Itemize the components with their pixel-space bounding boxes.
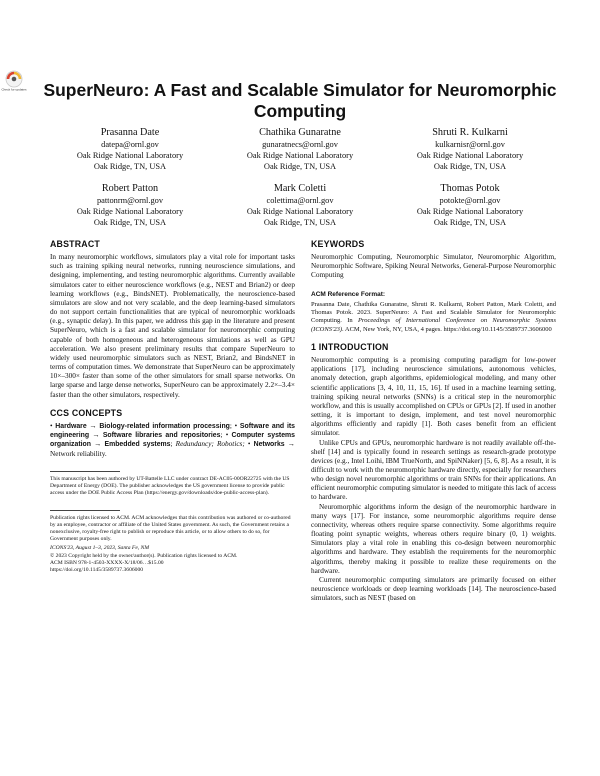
ccs-cso: Computer systems organization <box>50 432 296 449</box>
author-email[interactable]: datepa@ornl.gov <box>101 140 159 149</box>
paper-title: SuperNeuro: A Fast and Scalable Simulator for Neuromorphic Computing <box>43 80 557 121</box>
author-name: Robert Patton <box>101 183 159 194</box>
author-location: Oak Ridge, TN, USA <box>263 162 337 172</box>
author-card <box>40 182 220 229</box>
check-for-updates-badge[interactable] <box>3 70 25 92</box>
author-email[interactable]: gunaratnecs@ornl.gov <box>262 140 338 149</box>
author-affiliation: Oak Ridge National Laboratory <box>416 151 524 161</box>
ccs-heading: CCS CONCEPTS <box>50 407 123 418</box>
author-location: Oak Ridge, TN, USA <box>433 218 507 228</box>
ccs-bullet: • <box>234 421 238 430</box>
copyright-block <box>50 545 295 574</box>
author-affiliation: Oak Ridge National Laboratory <box>76 207 184 217</box>
author-affiliation: Oak Ridge National Laboratory <box>76 151 184 161</box>
ccs-bullet: • <box>225 431 229 440</box>
author-email[interactable]: potokte@ornl.gov <box>439 196 501 205</box>
author-location: Oak Ridge, TN, USA <box>93 162 167 172</box>
intro-paragraph: Current neuromorphic computing simulators are primarily focused on either neuroscience workloads or deep learning workloads [14]. The neuroscience-based simulators, such as NEST (based on <box>311 575 556 603</box>
copyright-line: © 2023 Copyright held by the owner/author(s). Publication rights licensed to ACM. <box>50 552 238 559</box>
ccs-bullet: • <box>247 440 251 449</box>
author-location: Oak Ridge, TN, USA <box>433 162 507 172</box>
intro-paragraph: Neuromorphic algorithms inform the design of the neuromorphic hardware in many ways [17]. For instance, some neuromorphic algorithms require dense connectivity, whereas others require sparse connectivity. Some algorithms require floating point synaptic weights, whereas others require binary (0, 1) weights. Simulators play a vital role in enabling this co-design between neuromorphic algorithms and hardware. They establish the requirements for the neuromorphic algorithms, thereby making it possible to realize these requirements on the hardware. <box>311 502 556 575</box>
reference-authors: Prasanna Date, Chathika Gunaratne, Shruti R. Kulkarni, Robert Patton, Mark Coletti, and Thomas Potok. 2023. SuperNeuro: A Fast and Scalable Simulator for Neuromorphic Computing. In <box>311 300 556 325</box>
author-name: Thomas Potok <box>440 183 500 194</box>
footnote-rule <box>50 510 120 511</box>
author-email[interactable]: kulkarnisr@ornl.gov <box>435 140 505 149</box>
ccs-software: Software and its engineering <box>50 422 295 440</box>
abstract-text: In many neuromorphic workflows, simulators play a vital role for important tasks such as training spiking neural networks, running neuroscience simulations, and designing, implementing, and testing neuromorphic algorithms. Currently available simulators cater to either neuroscience workflows (e.g., NEST and Brian2) or deep learning workflows (e.g., BindsNET). Problematically, the neuroscience-based simulators are slow and not very scalable, and the deep learning-based simulators do not support certain functionalities that are typical of neuromorphic workloads (e.g., synaptic delay). In this paper, we address this gap in the literature and present SuperNeuro, which is a fast and scalable simulator for neuromorphic computing capable of both homogeneous and heterogeneous simulations as well as GPU acceleration. We also present preliminary results that compare SuperNeuro to widely used neuromorphic simulators such as NEST, Brian2, and BindsNET in terms of computation times. We demonstrate that SuperNeuro can be approximately 10×–300× faster than some of the other simulators for small sparse networks. On large sparse and large dense networks, SuperNeuro can be approximately 2.2×–3.4× faster than the other simulators, respectively. <box>50 253 295 399</box>
author-affiliation: Oak Ridge National Laboratory <box>246 151 354 161</box>
doi-link[interactable]: https://doi.org/10.1145/3589737.3606000 <box>50 567 144 574</box>
intro-heading: 1 INTRODUCTION <box>311 341 389 352</box>
ccs-cso-sub: Embedded systems <box>104 441 171 449</box>
isbn-line: ACM ISBN 978-1-4503-XXXX-X/18/06…$15.00 <box>50 559 164 566</box>
author-card <box>210 126 390 173</box>
author-card <box>40 126 220 173</box>
author-affiliation: Oak Ridge National Laboratory <box>246 207 354 217</box>
reference-heading: ACM Reference Format: <box>311 290 386 298</box>
ccs-bullet: • <box>50 421 53 430</box>
abstract-heading: ABSTRACT <box>50 239 100 249</box>
ccs-arrow: → <box>287 440 295 449</box>
keywords-text: Neuromorphic Computing, Neuromorphic Simulator, Neuromorphic Algorithm, Neuromorphic Software, Spiking Neural Networks, General-Purpose Neuromorphic Computing <box>311 253 556 280</box>
reference-venue: Proceedings of International Conference on Neuromorphic Systems (ICONS'23) <box>311 317 556 333</box>
ccs-arrow: → <box>89 421 97 430</box>
keywords-heading: KEYWORDS <box>311 239 365 249</box>
rights-footnote: Publication rights licensed to ACM. ACM acknowledges that this contribution was authored or co-authored by an employee, contractor or affiliate of the United States government. As such, the Government retains a nonexclusive, royalty-free right to publish or reproduce this article, or to allow others to do so, for Government purposes only. <box>50 514 291 543</box>
intro-paragraph: Neuromorphic computing is a promising computing paradigm for low-power applications [17], including neuroscience simulations, autonomous vehicles, anomaly detection, graph algorithms, epidemiological modeling, and many other scientific applications [3, 4, 10, 11, 15, 16]. If used in a machine learning setting, training spiking neural networks (SNNs) is a critical step in the neuromorphic workflow, and this is usually accomplished on CPUs or GPUs [2]. If used in another setting, it is important to design, implement, and test novel neuromorphic algorithms efficiently and rapidly [1]. Both cases benefit from an efficient simulator. <box>311 356 556 438</box>
ccs-software-sub: Software libraries and repositories <box>102 432 221 440</box>
ccs-sep: ; <box>220 431 223 440</box>
author-card <box>210 182 390 229</box>
author-email[interactable]: pattonrm@ornl.gov <box>96 196 164 205</box>
ccs-arrow: → <box>92 431 100 440</box>
author-card <box>380 182 560 229</box>
author-name: Chathika Gunaratne <box>259 127 341 138</box>
funding-footnote: This manuscript has been authored by UT-Battelle LLC under contract DE-AC05-00OR22725 with the US Department of Energy (DOE). The publisher acknowledges the US government license to provide public access under the DOE Public Access Plan (https://energy.gov/downloads/doe-public-access-plan). <box>50 476 290 497</box>
ccs-concepts <box>50 422 295 459</box>
ccs-tail: Redundancy; Robotics; <box>175 440 245 449</box>
ccs-hardware-sub: Biology-related information processing <box>99 422 230 430</box>
ccs-arrow: → <box>94 440 102 449</box>
badge-label: Check for updates <box>1 87 27 92</box>
footnote-rule <box>50 471 120 472</box>
intro-paragraph: Unlike CPUs and GPUs, neuromorphic hardware is not readily available off-the-shelf [14] and is typically found in research settings as research-grade prototype devices (e.g., Intel Loihi, IBM TrueNorth, and SpiNNaker) [5, 6, 8]. As a result, it is difficult to work with the neuromorphic hardware directly, especially for researchers who design novel neuromorphic algorithms or train SNNs for their applications. An efficient neuromorphic computing simulator is needed to mitigate this lack of access to hardware. <box>311 438 556 502</box>
ccs-sep: ; <box>229 421 232 430</box>
ccs-sep: ; <box>170 440 173 449</box>
author-location: Oak Ridge, TN, USA <box>93 218 167 228</box>
author-email[interactable]: colettima@ornl.gov <box>266 196 334 205</box>
reference-tail: . ACM, New York, NY, USA, 4 pages. https://doi.org/10.1145/3589737.3606000 <box>342 325 552 333</box>
ccs-networks: Networks <box>253 441 285 449</box>
author-name: Mark Coletti <box>273 183 327 194</box>
ccs-hardware: Hardware <box>55 422 87 430</box>
author-location: Oak Ridge, TN, USA <box>263 218 337 228</box>
author-card <box>380 126 560 173</box>
right-column <box>311 240 556 603</box>
author-name: Shruti R. Kulkarni <box>432 127 508 138</box>
ccs-networks-sub: Network reliability. <box>50 449 107 458</box>
venue-line: ICONS'23, August 1–3, 2023, Santa Fe, NM <box>50 545 149 552</box>
reference-text <box>311 301 556 334</box>
left-column <box>50 240 295 574</box>
author-name: Prasanna Date <box>100 127 160 138</box>
author-affiliation: Oak Ridge National Laboratory <box>416 207 524 217</box>
